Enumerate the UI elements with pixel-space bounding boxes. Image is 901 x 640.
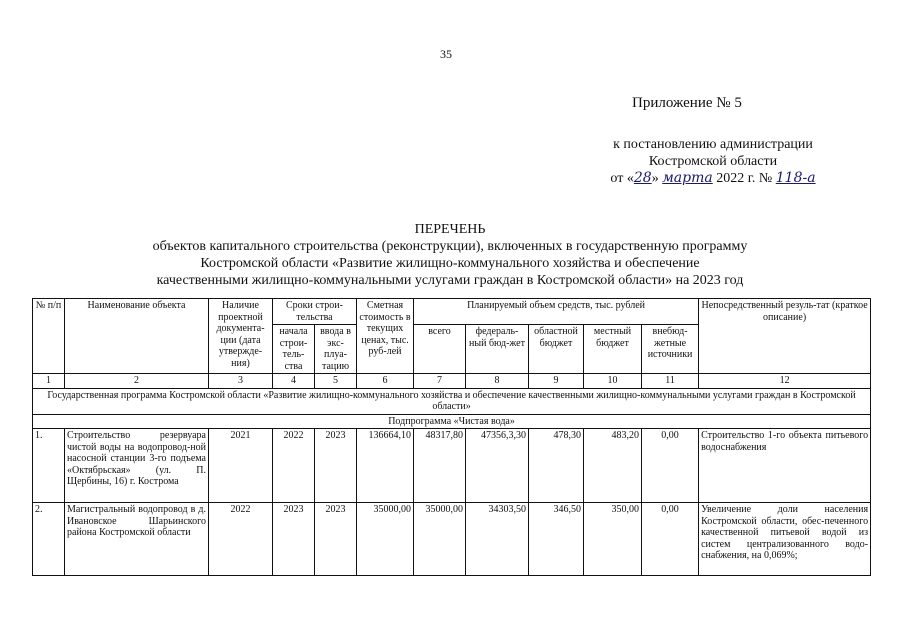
row-result: Увеличение доли населения Костромской области, обес-печенного качественной питьевой водой из систем централизованного водо-снабжения, на 0,069%;: [699, 503, 871, 576]
row-commission: 2023: [315, 429, 357, 503]
column-index: 1: [33, 374, 65, 389]
row-num: 2.: [33, 503, 65, 576]
decree-day-handwritten: 28: [633, 170, 652, 186]
row-commission: 2023: [315, 503, 357, 576]
subprogram-title: Подпрограмма «Чистая вода»: [33, 414, 871, 429]
row-cost: 35000,00: [357, 503, 414, 576]
objects-table: [32, 298, 871, 576]
heading-line-1: объектов капитального строительства (реконструкции), включенных в государственную программу: [152, 239, 748, 254]
column-index-row: [33, 374, 871, 389]
header-regional: областной бюджет: [529, 325, 584, 374]
row-docs: 2022: [209, 503, 273, 576]
header-federal: федераль-ный бюд-жет: [466, 325, 529, 374]
column-index: 10: [584, 374, 642, 389]
row-total: 35000,00: [414, 503, 466, 576]
decree-year: 2022 г. №: [712, 171, 776, 186]
row-regional: 478,30: [529, 429, 584, 503]
program-row: [33, 388, 871, 414]
row-local: 483,20: [584, 429, 642, 503]
row-name: Магистральный водопровод в д. Ивановское Шарьинского района Костромской области: [65, 503, 209, 576]
table-row: [33, 503, 871, 576]
header-result: Непосредственный резуль-тат (краткое описание): [699, 299, 871, 374]
decree-mid: »: [651, 171, 663, 186]
row-result: Строительство 1-го объекта питьевого водоснабжения: [699, 429, 871, 503]
header-total: всего: [414, 325, 466, 374]
header-start: начала строи-тель-ства: [273, 325, 315, 374]
column-index: 7: [414, 374, 466, 389]
column-index: 12: [699, 374, 871, 389]
decree-line-2: Костромской области: [648, 154, 778, 169]
row-docs: 2021: [209, 429, 273, 503]
row-extra: 0,00: [642, 503, 699, 576]
header-cost: Сметная стоимость в текущих ценах, тыс. руб-лей: [357, 299, 414, 374]
column-index: 11: [642, 374, 699, 389]
row-start: 2022: [273, 429, 315, 503]
row-local: 350,00: [584, 503, 642, 576]
subprogram-row: [33, 414, 871, 429]
row-total: 48317,80: [414, 429, 466, 503]
row-num: 1.: [33, 429, 65, 503]
row-start: 2023: [273, 503, 315, 576]
header-extra: внебюд-жетные источники: [642, 325, 699, 374]
heading-title: ПЕРЕЧЕНЬ: [414, 222, 486, 237]
decree-line-3: [588, 170, 838, 187]
decree-reference: [588, 136, 838, 187]
row-federal: 47356,3,30: [466, 429, 529, 503]
table-header-row: [33, 299, 871, 325]
column-index: 6: [357, 374, 414, 389]
column-index: 9: [529, 374, 584, 389]
row-federal: 34303,50: [466, 503, 529, 576]
heading-line-2: Костромской области «Развитие жилищно-коммунального хозяйства и обеспечение: [200, 256, 700, 271]
column-index: 5: [315, 374, 357, 389]
header-commission: ввода в экс-плуа-тацию: [315, 325, 357, 374]
header-planned: Планируемый объем средств, тыс. рублей: [414, 299, 699, 325]
header-num: № п/п: [33, 299, 65, 374]
decree-prefix: от «: [610, 171, 634, 186]
table-row: [33, 429, 871, 503]
header-terms: Сроки строи-тельства: [273, 299, 357, 325]
decree-number-handwritten: 118-а: [775, 170, 816, 186]
decree-month-handwritten: марта: [662, 170, 713, 186]
page-number: 35: [440, 47, 452, 61]
row-name: Строительство резервуара чистой воды на водопровод-ной насосной станции 3-го подъема «Октябрьская» (ул. П. Щербины, 16) г. Кострома: [65, 429, 209, 503]
column-index: 2: [65, 374, 209, 389]
row-extra: 0,00: [642, 429, 699, 503]
header-name: Наименование объекта: [65, 299, 209, 374]
row-regional: 346,50: [529, 503, 584, 576]
document-heading: [60, 221, 840, 289]
column-index: 8: [466, 374, 529, 389]
header-docs: Наличие проектной документа-ции (дата утвержде-ния): [209, 299, 273, 374]
row-cost: 136664,10: [357, 429, 414, 503]
column-index: 3: [209, 374, 273, 389]
header-local: местный бюджет: [584, 325, 642, 374]
decree-line-1: к постановлению администрации: [613, 137, 813, 152]
column-index: 4: [273, 374, 315, 389]
heading-line-3: качественными жилищно-коммунальными услугами граждан в Костромской области» на 2023 год: [156, 273, 744, 288]
program-title: Государственная программа Костромской области «Развитие жилищно-коммунального хозяйства и обеспечение качественными жилищно-коммунальными услугами граждан в Костромской области»: [33, 388, 871, 414]
annex-title: Приложение № 5: [632, 95, 742, 111]
